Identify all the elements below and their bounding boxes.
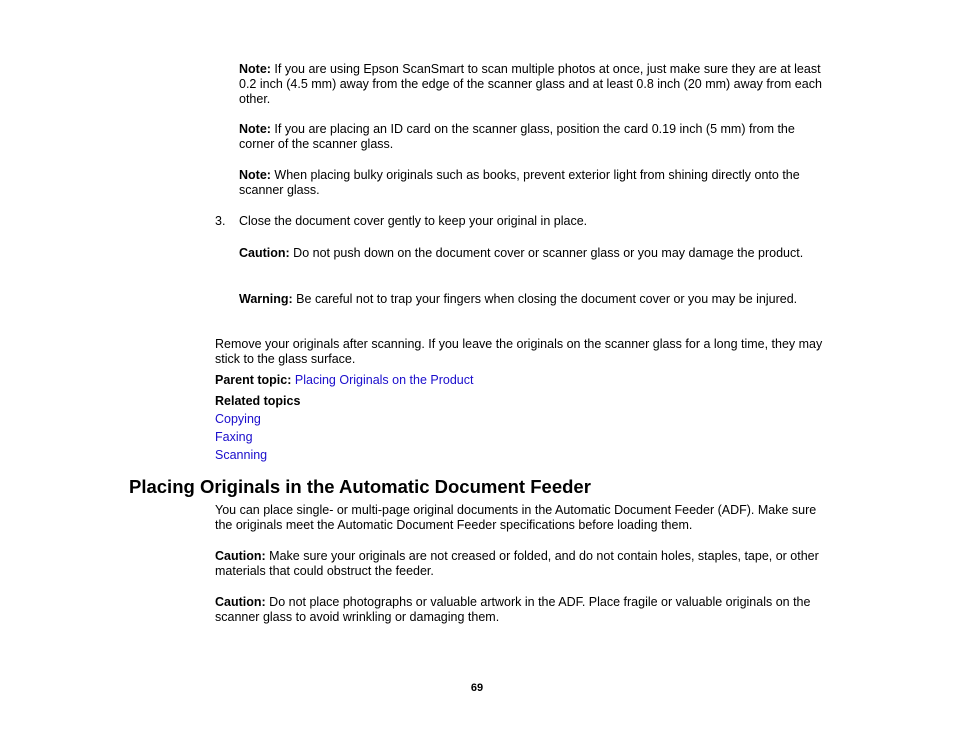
note-id-card [239, 122, 831, 152]
warning-label: Warning: [239, 292, 293, 306]
related-link[interactable]: Scanning [215, 448, 268, 462]
section-heading: Placing Originals in the Automatic Document Feeder [129, 476, 591, 497]
related-link-faxing [215, 430, 831, 445]
caution-cover [239, 246, 831, 261]
parent-topic [215, 373, 831, 388]
related-link-copying [215, 412, 831, 427]
step-text: Close the document cover gently to keep your original in place. [239, 214, 588, 228]
note-scansmart [239, 62, 831, 107]
related-topics-heading: Related topics [215, 394, 301, 408]
related-link[interactable]: Faxing [215, 430, 253, 444]
step-number: 3. [215, 214, 226, 228]
note-label: Note: [239, 122, 271, 136]
page-number: 69 [470, 682, 484, 694]
warning-fingers [239, 292, 831, 307]
note-label: Note: [239, 62, 271, 76]
note-text: If you are using Epson ScanSmart to scan multiple photos at once, just make sure they are at least 0.2 inch (4.5 mm) away from the edge of the scanner glass and at least 0.8 inch (20 mm) away from each other. [239, 62, 822, 106]
caution-text: Do not place photographs or valuable artwork in the ADF. Place fragile or valuable originals on the scanner glass to avoid wrinkling or damaging them. [215, 595, 811, 624]
note-text: If you are placing an ID card on the scanner glass, position the card 0.19 inch (5 mm) from the corner of the scanner glass. [239, 122, 795, 151]
caution-text: Make sure your originals are not creased or folded, and do not contain holes, staples, tape, or other materials that could obstruct the feeder. [215, 549, 819, 578]
caution-text: Do not push down on the document cover or scanner glass or you may damage the product. [289, 246, 804, 260]
parent-topic-link[interactable]: Placing Originals on the Product [294, 373, 474, 387]
caution-photographs [215, 595, 831, 625]
note-bulky-originals [239, 168, 831, 198]
caution-label: Caution: [239, 246, 290, 260]
remove-originals-text: Remove your originals after scanning. If you leave the originals on the scanner glass for a long time, they may stick to the glass surface. [215, 337, 823, 366]
related-link-scanning [215, 448, 831, 463]
section-intro: You can place single- or multi-page original documents in the Automatic Document Feeder (ADF). Make sure the originals meet the Automatic Document Feeder specifications before loading them. [215, 503, 817, 532]
caution-label: Caution: [215, 549, 266, 563]
warning-text: Be careful not to trap your fingers when closing the document cover or you may be injured. [292, 292, 798, 306]
note-label: Note: [239, 168, 271, 182]
caution-label: Caution: [215, 595, 266, 609]
related-link[interactable]: Copying [215, 412, 261, 426]
note-text: When placing bulky originals such as books, prevent exterior light from shining directly onto the scanner glass. [239, 168, 800, 197]
caution-creased [215, 549, 831, 579]
parent-topic-label: Parent topic: [215, 373, 292, 387]
